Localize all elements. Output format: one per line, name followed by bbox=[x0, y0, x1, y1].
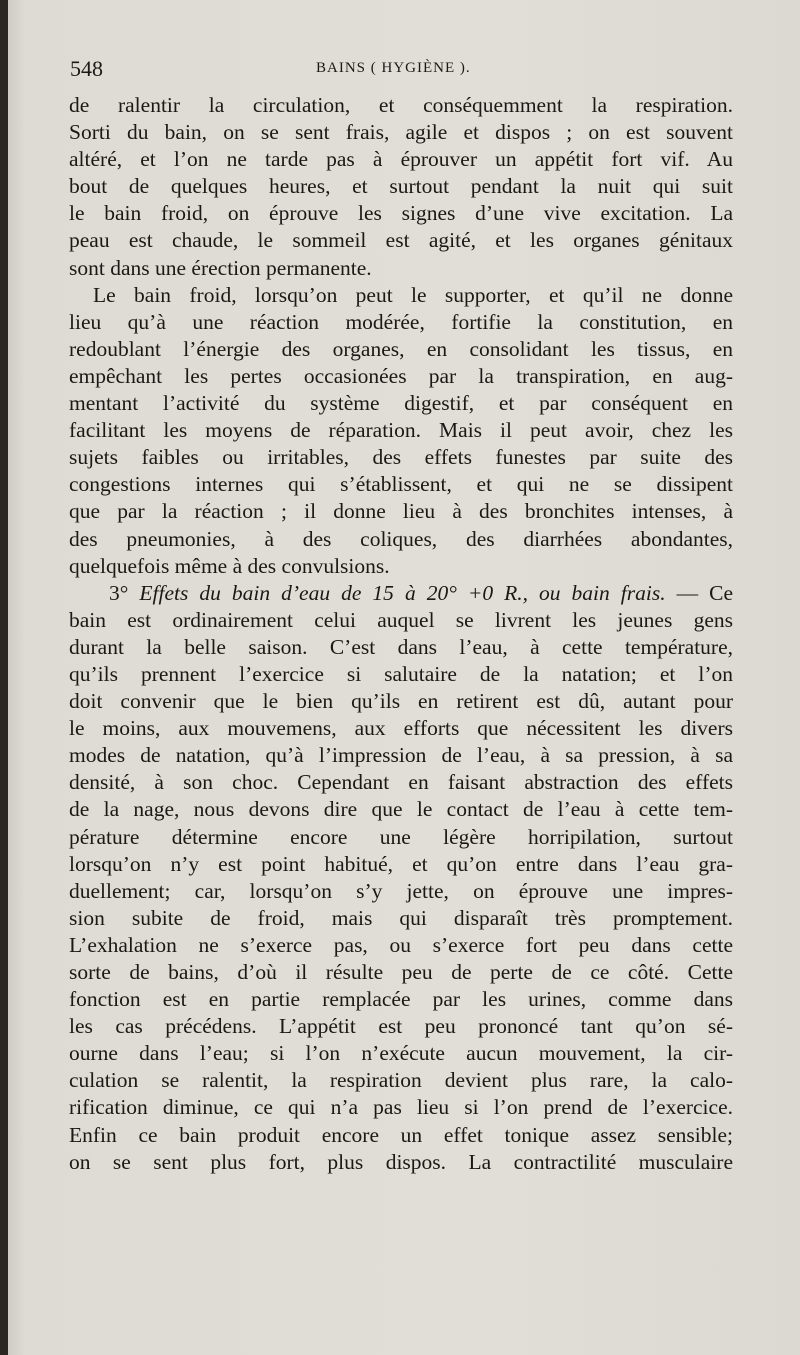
section-dash-text: — Ce bbox=[676, 580, 733, 605]
text-line: modes de natation, qu’à l’impression de l’eau, à sa pression, à sa bbox=[69, 743, 733, 768]
text-line: doit convenir que le bien qu’ils en retirent est dû, autant pour bbox=[69, 689, 733, 714]
text-line: de ralentir la circulation, et conséquemment la respiration. bbox=[69, 93, 733, 117]
text-line: bout de quelques heures, et surtout pendant la nuit qui suit bbox=[69, 174, 733, 199]
text-line: altéré, et l’on ne tarde pas à éprouver un appétit fort vif. Au bbox=[69, 147, 733, 172]
text-line: durant la belle saison. C’est dans l’eau, à cette température, bbox=[69, 634, 733, 659]
text-line: lorsqu’on n’y est point habitué, et qu’on entre dans l’eau gra- bbox=[69, 851, 733, 876]
text-line: que par la réaction ; il donne lieu à des bronchites intenses, à bbox=[69, 499, 733, 524]
text-line: sujets faibles ou irritables, des effets funestes par suite des bbox=[69, 445, 733, 470]
paragraph-start-line: Le bain froid, lorsqu’on peut le supporter, et qu’il ne donne bbox=[93, 282, 733, 307]
text-line: sion subite de froid, mais qui disparaît très promptement. bbox=[69, 905, 733, 930]
page-header bbox=[66, 56, 738, 86]
text-line: bain est ordinairement celui auquel se livrent les jeunes gens bbox=[69, 607, 733, 632]
text-line: congestions internes qui s’établissent, et qui ne se dissipent bbox=[69, 472, 733, 497]
text-line: L’exhalation ne s’exerce pas, ou s’exerce fort peu dans cette bbox=[69, 932, 733, 957]
text-line: densité, à son choc. Cependant en faisant abstraction des effets bbox=[69, 770, 733, 795]
body-text bbox=[69, 92, 733, 1176]
text-line: le bain froid, on éprouve les signes d’une vive excitation. La bbox=[69, 201, 733, 226]
text-line: empêchant les pertes occasionées par la transpiration, en aug- bbox=[69, 363, 733, 388]
text-line: rification diminue, ce qui n’a pas lieu si l’on prend de l’exercice. bbox=[69, 1095, 733, 1120]
text-line: sont dans une érection permanente. bbox=[69, 255, 372, 280]
text-line: lieu qu’à une réaction modérée, fortifie la constitution, en bbox=[69, 309, 733, 334]
text-line: ourne dans l’eau; si l’on n’exécute aucun mouvement, la cir- bbox=[69, 1041, 733, 1066]
section-heading-line bbox=[69, 580, 733, 607]
text-line: sorte de bains, d’où il résulte peu de perte de ce côté. Cette bbox=[69, 960, 733, 984]
text-line: fonction est en partie remplacée par les urines, comme dans bbox=[69, 987, 733, 1012]
text-line: facilitant les moyens de réparation. Mais il peut avoir, chez les bbox=[69, 418, 733, 443]
text-line: redoublant l’énergie des organes, en consolidant les tissus, en bbox=[69, 336, 733, 361]
page-number: 548 bbox=[70, 56, 103, 81]
text-line: les cas précédens. L’appétit est peu prononcé tant qu’on sé- bbox=[69, 1014, 733, 1039]
text-line: mentant l’activité du système digestif, et par conséquent en bbox=[69, 391, 733, 416]
text-line: peau est chaude, le sommeil est agité, et les organes génitaux bbox=[69, 228, 733, 253]
text-line: Enfin ce bain produit encore un effet tonique assez sensible; bbox=[69, 1122, 733, 1147]
text-line: culation se ralentit, la respiration devient plus rare, la calo- bbox=[69, 1068, 733, 1093]
text-line: des pneumonies, à des coliques, des diarrhées abondantes, bbox=[69, 526, 733, 551]
text-line: duellement; car, lorsqu’on s’y jette, on éprouve une impres- bbox=[69, 878, 733, 903]
section-title: Effets du bain d’eau de 15 à 20° +0 R., ou bain frais. bbox=[139, 580, 666, 605]
book-page bbox=[8, 0, 800, 1355]
text-line: Sorti du bain, on se sent frais, agile et dispos ; on est souvent bbox=[69, 120, 733, 145]
running-head: BAINS ( HYGIÈNE ). bbox=[316, 60, 471, 76]
text-line: quelquefois même à des convulsions. bbox=[69, 553, 390, 578]
text-line: le moins, aux mouvemens, aux efforts que nécessitent les divers bbox=[69, 716, 733, 741]
text-line: de la nage, nous devons dire que le contact de l’eau à cette tem- bbox=[69, 797, 733, 822]
text-line: pérature détermine encore une légère horripilation, surtout bbox=[69, 824, 733, 849]
section-number: 3° bbox=[109, 580, 129, 605]
text-line: qu’ils prennent l’exercice si salutaire de la natation; et l’on bbox=[69, 661, 733, 686]
text-line: on se sent plus fort, plus dispos. La contractilité musculaire bbox=[69, 1149, 733, 1174]
